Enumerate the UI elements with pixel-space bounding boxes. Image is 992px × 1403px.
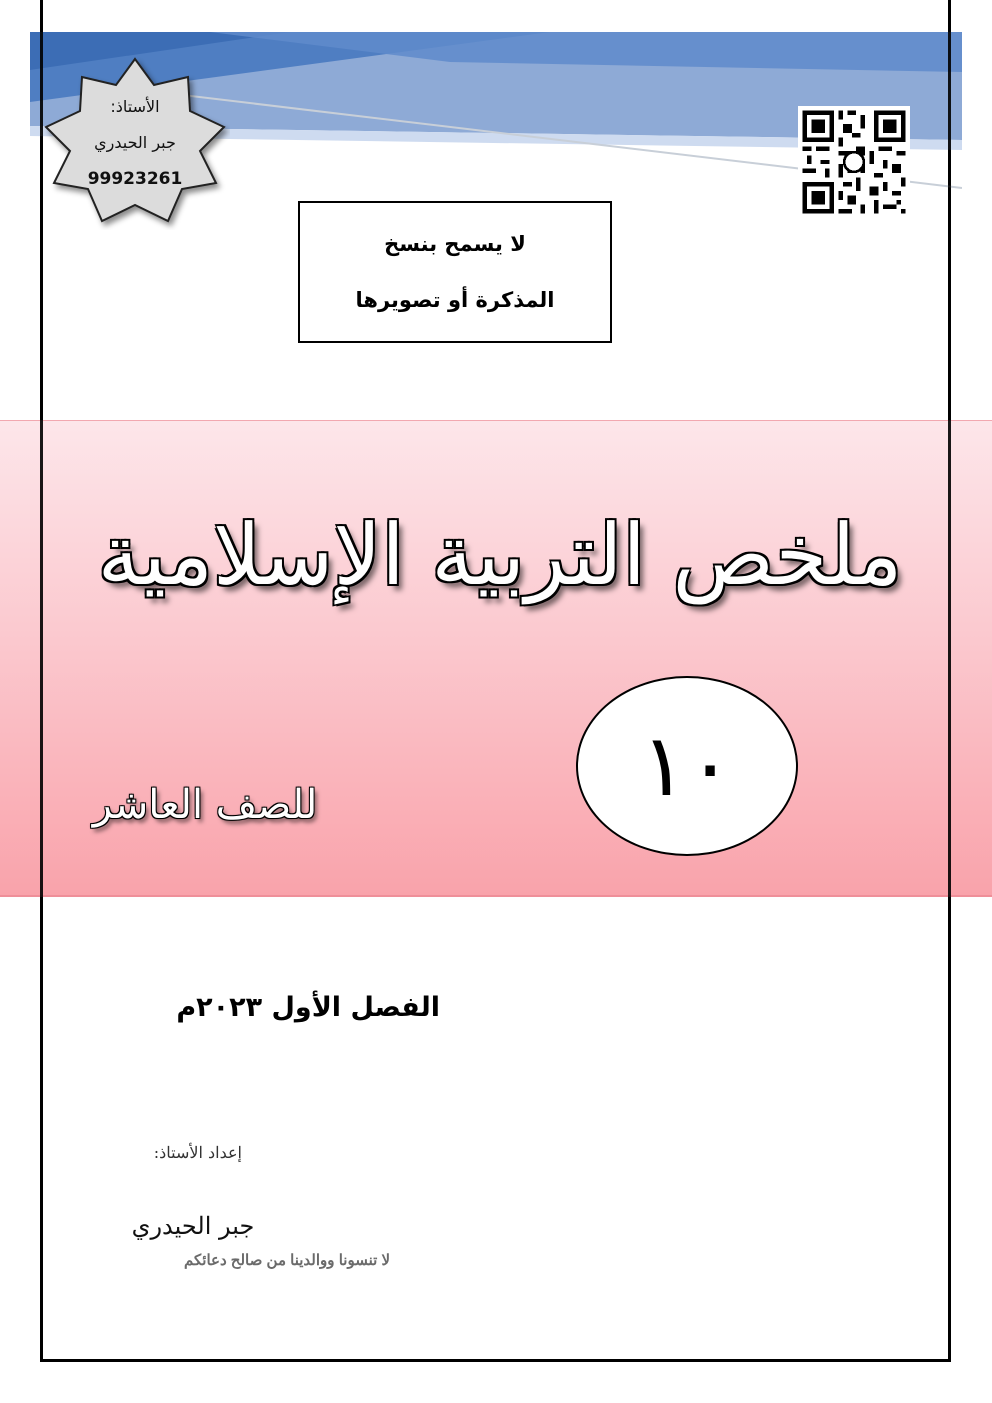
teacher-name: جبر الحيدري — [94, 132, 176, 152]
grade-number-ellipse — [576, 676, 798, 856]
whatsapp-icon — [844, 152, 864, 172]
prepared-by-label: إعداد الأستاذ: — [153, 1143, 242, 1162]
dua-line: لا تنسونا ووالدينا من صالح دعائكم — [184, 1252, 390, 1269]
author-name: جبر الحيدري — [131, 1212, 255, 1240]
grade-label: للصف العاشر — [92, 782, 318, 828]
notice-line-2: المذكرة أو تصويرها — [355, 288, 555, 312]
page-frame-bottom — [40, 1359, 951, 1362]
teacher-badge — [40, 55, 230, 230]
grade-number: ١٠ — [640, 716, 734, 816]
qr-code-icon — [798, 106, 910, 218]
page-frame-left-overlay — [40, 0, 43, 1362]
teacher-phone: 99923261 — [87, 168, 183, 189]
cover-title: ملخص التربية الإسلامية — [97, 506, 903, 604]
notice-line-1: لا يسمح بنسخ — [384, 232, 526, 256]
page-frame-right-overlay — [948, 0, 951, 1362]
copy-notice-box — [298, 201, 612, 343]
term-label: الفصل الأول ٢٠٢٣م — [176, 992, 440, 1023]
teacher-title: الأستاذ: — [110, 96, 160, 116]
